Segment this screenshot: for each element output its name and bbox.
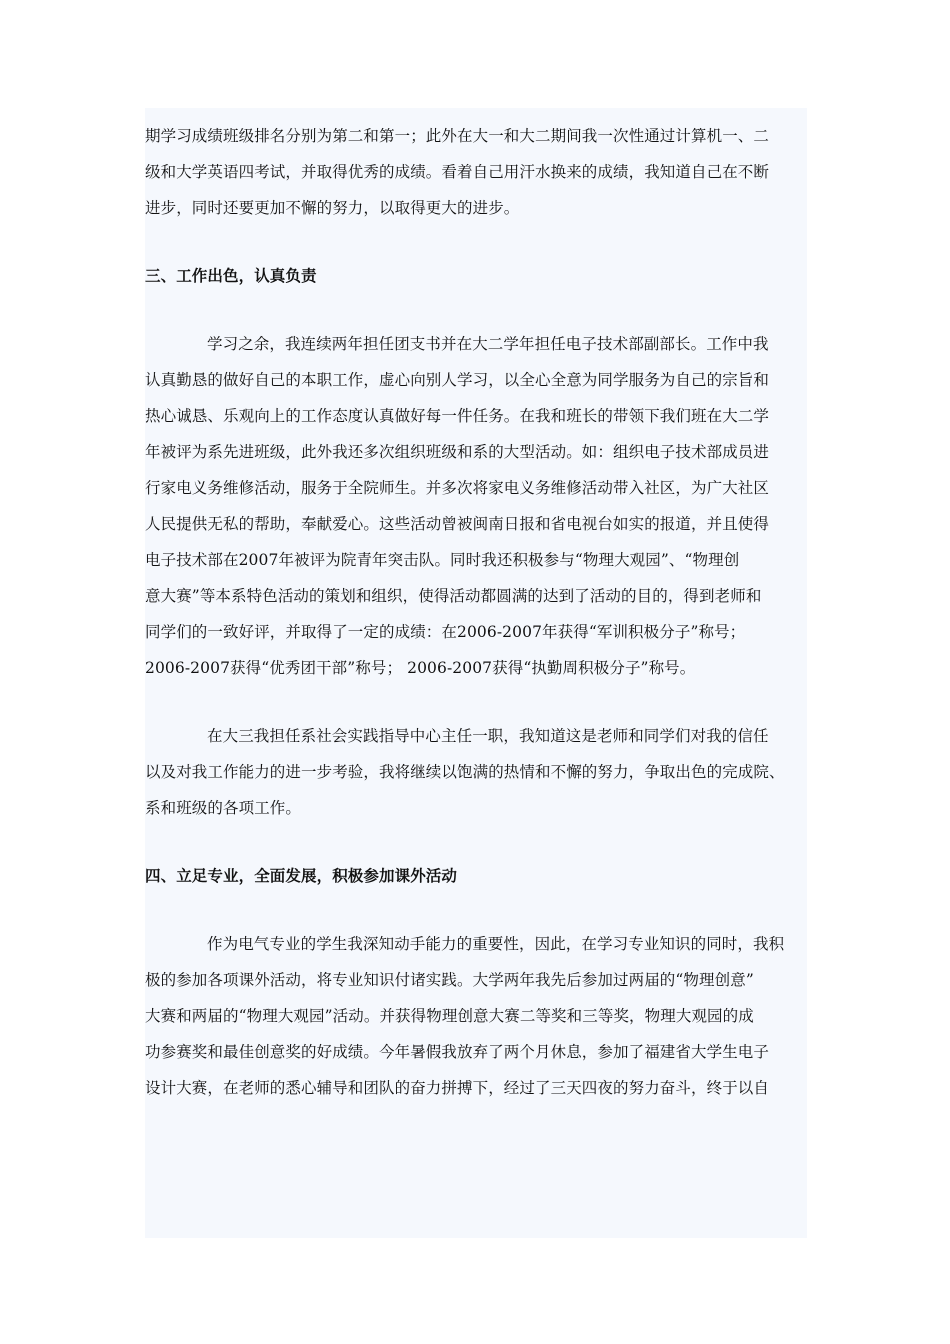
paragraph-line: 以及对我工作能力的进一步考验，我将继续以饱满的热情和不懈的努力，争取出色的完成院、 bbox=[145, 763, 785, 781]
paragraph-line: 设计大赛，在老师的悉心辅导和团队的奋力拼搏下，经过了三天四夜的努力奋斗，终于以自 bbox=[145, 1079, 770, 1097]
paragraph-line: 期学习成绩班级排名分别为第二和第一；此外在大一和大二期间我一次性通过计算机一、二 bbox=[145, 127, 770, 145]
paragraph-line: 大赛和两届的“物理大观园”活动。并获得物理创意大赛二等奖和三等奖，物理大观园的成 bbox=[145, 1007, 754, 1025]
paragraph-line: 电子技术部在2007年被评为院青年突击队。同时我还积极参与“物理大观园”、“物理创 bbox=[145, 551, 740, 569]
section-heading: 四、立足专业，全面发展，积极参加课外活动 bbox=[145, 867, 458, 885]
paragraph-line: 级和大学英语四考试，并取得优秀的成绩。看着自己用汗水换来的成绩，我知道自己在不断 bbox=[145, 163, 770, 181]
paragraph-line: 人民提供无私的帮助，奉献爱心。这些活动曾被闽南日报和省电视台如实的报道，并且使得 bbox=[145, 515, 770, 533]
paragraph-line: 学习之余，我连续两年担任团支书并在大二学年担任电子技术部副部长。工作中我 bbox=[207, 335, 769, 353]
paragraph-line: 在大三我担任系社会实践指导中心主任一职，我知道这是老师和同学们对我的信任 bbox=[207, 727, 769, 745]
paragraph-line: 系和班级的各项工作。 bbox=[145, 799, 302, 817]
paragraph-line: 意大赛”等本系特色活动的策划和组织，使得活动都圆满的达到了活动的目的，得到老师和 bbox=[145, 587, 762, 605]
paragraph-line: 年被评为系先进班级，此外我还多次组织班级和系的大型活动。如：组织电子技术部成员进 bbox=[145, 443, 770, 461]
paragraph-line: 进步，同时还要更加不懈的努力，以取得更大的进步。 bbox=[145, 199, 520, 217]
section-heading: 三、工作出色，认真负责 bbox=[145, 267, 317, 285]
paragraph-line: 热心诚恳、乐观向上的工作态度认真做好每一件任务。在我和班长的带领下我们班在大二学 bbox=[145, 407, 770, 425]
paragraph-line: 功参赛奖和最佳创意奖的好成绩。今年暑假我放弃了两个月休息，参加了福建省大学生电子 bbox=[145, 1043, 770, 1061]
paragraph-line: 认真勤恳的做好自己的本职工作，虚心向别人学习，以全心全意为同学服务为自己的宗旨和 bbox=[145, 371, 770, 389]
paragraph-line: 行家电义务维修活动，服务于全院师生。并多次将家电义务维修活动带入社区，为广大社区 bbox=[145, 479, 770, 497]
document-body bbox=[145, 118, 807, 1106]
paragraph-line: 极的参加各项课外活动，将专业知识付诸实践。大学两年我先后参加过两届的“物理创意” bbox=[145, 971, 754, 989]
paragraph-line: 作为电气专业的学生我深知动手能力的重要性，因此，在学习专业知识的同时，我积 bbox=[207, 935, 785, 953]
paragraph-line: 2006-2007获得“优秀团干部”称号； 2006-2007获得“执勤周积极分子”称号。 bbox=[145, 659, 696, 677]
paragraph-line: 同学们的一致好评，并取得了一定的成绩：在2006-2007年获得“军训积极分子”称号； bbox=[145, 623, 746, 641]
